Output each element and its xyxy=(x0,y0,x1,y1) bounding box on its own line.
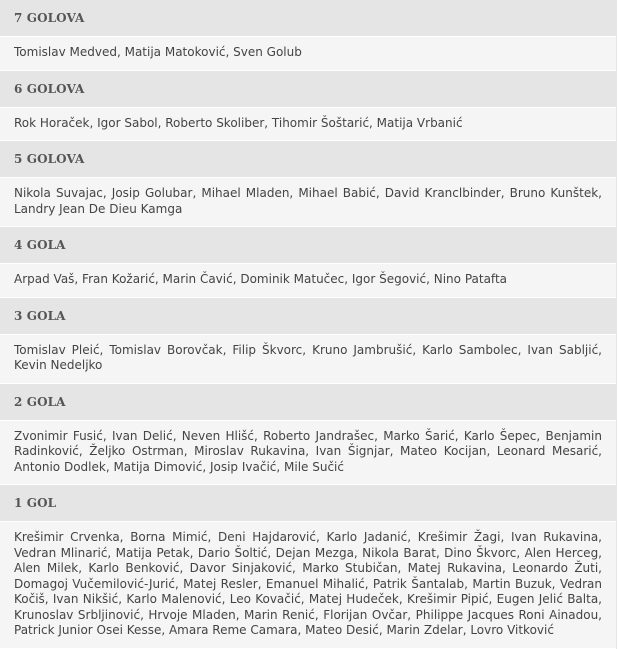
players-list-1: Krešimir Crvenka, Borna Mimić, Deni Hajdarović, Karlo Jadanić, Krešimir Žagi, Ivan Rukavina, Vedran Mlinarić, Matija Petak, Dario Šoltić, Dejan Mezga, Nikola Barat, Dino Škvorc, Alen Herceg, Alen Milek, Karlo Benković, Davor Sinjaković, Marko Stubičan, Matej Rukavina, Leonardo Žuti, Domagoj Vučemilović-Jurić, Matej Resler, Emanuel Mihalić, Patrik Šantalab, Martin Buzuk, Vedran Kočiš, Ivan Nikšić, Karlo Malenović, Leo Kovačić, Matej Hudeček, Krešimir Pipić, Eugen Jelić Balta, Krunoslav Srbljinović, Hrvoje Mladen, Marin Renić, Florijan Ovčar, Philippe Jacques Roni Ainadou, Patrick Junior Osei Kesse, Amara Reme Camara, Mateo Desić, Marin Zdelar, Lovro Vitković xyxy=(0,522,616,649)
players-list-6: Rok Horaček, Igor Sabol, Roberto Skoliber, Tihomir Šoštarić, Matija Vrbanić xyxy=(0,108,616,142)
players-list-2: Zvonimir Fusić, Ivan Delić, Neven Hlišć, Roberto Jandrašec, Marko Šarić, Karlo Šepec, Benjamin Radinković, Željko Ostrman, Miroslav Rukavina, Ivan Šignjar, Mateo Kocijan, Leonard Mesarić, Antonio Dodlek, Matija Dimović, Josip Ivačić, Mile Sučić xyxy=(0,421,616,486)
players-list-4: Arpad Vaš, Fran Kožarić, Marin Čavić, Dominik Matučec, Igor Šegović, Nino Patafta xyxy=(0,264,616,298)
goals-heading-2: 2 GOLA xyxy=(0,384,616,421)
players-list-3: Tomislav Pleić, Tomislav Borovčak, Filip Škvorc, Kruno Jambrušić, Karlo Sambolec, Ivan Sabljić, Kevin Nedeljko xyxy=(0,335,616,384)
players-list-5: Nikola Suvajac, Josip Golubar, Mihael Mladen, Mihael Babić, David Kranclbinder, Bruno Kunštek, Landry Jean De Dieu Kamga xyxy=(0,178,616,227)
goals-heading-7: 7 GOLOVA xyxy=(0,0,616,37)
goals-heading-3: 3 GOLA xyxy=(0,298,616,335)
goals-heading-5: 5 GOLOVA xyxy=(0,141,616,178)
goals-heading-6: 6 GOLOVA xyxy=(0,71,616,108)
goals-heading-1: 1 GOL xyxy=(0,485,616,522)
goals-heading-4: 4 GOLA xyxy=(0,227,616,264)
players-list-7: Tomislav Medved, Matija Matoković, Sven Golub xyxy=(0,37,616,71)
